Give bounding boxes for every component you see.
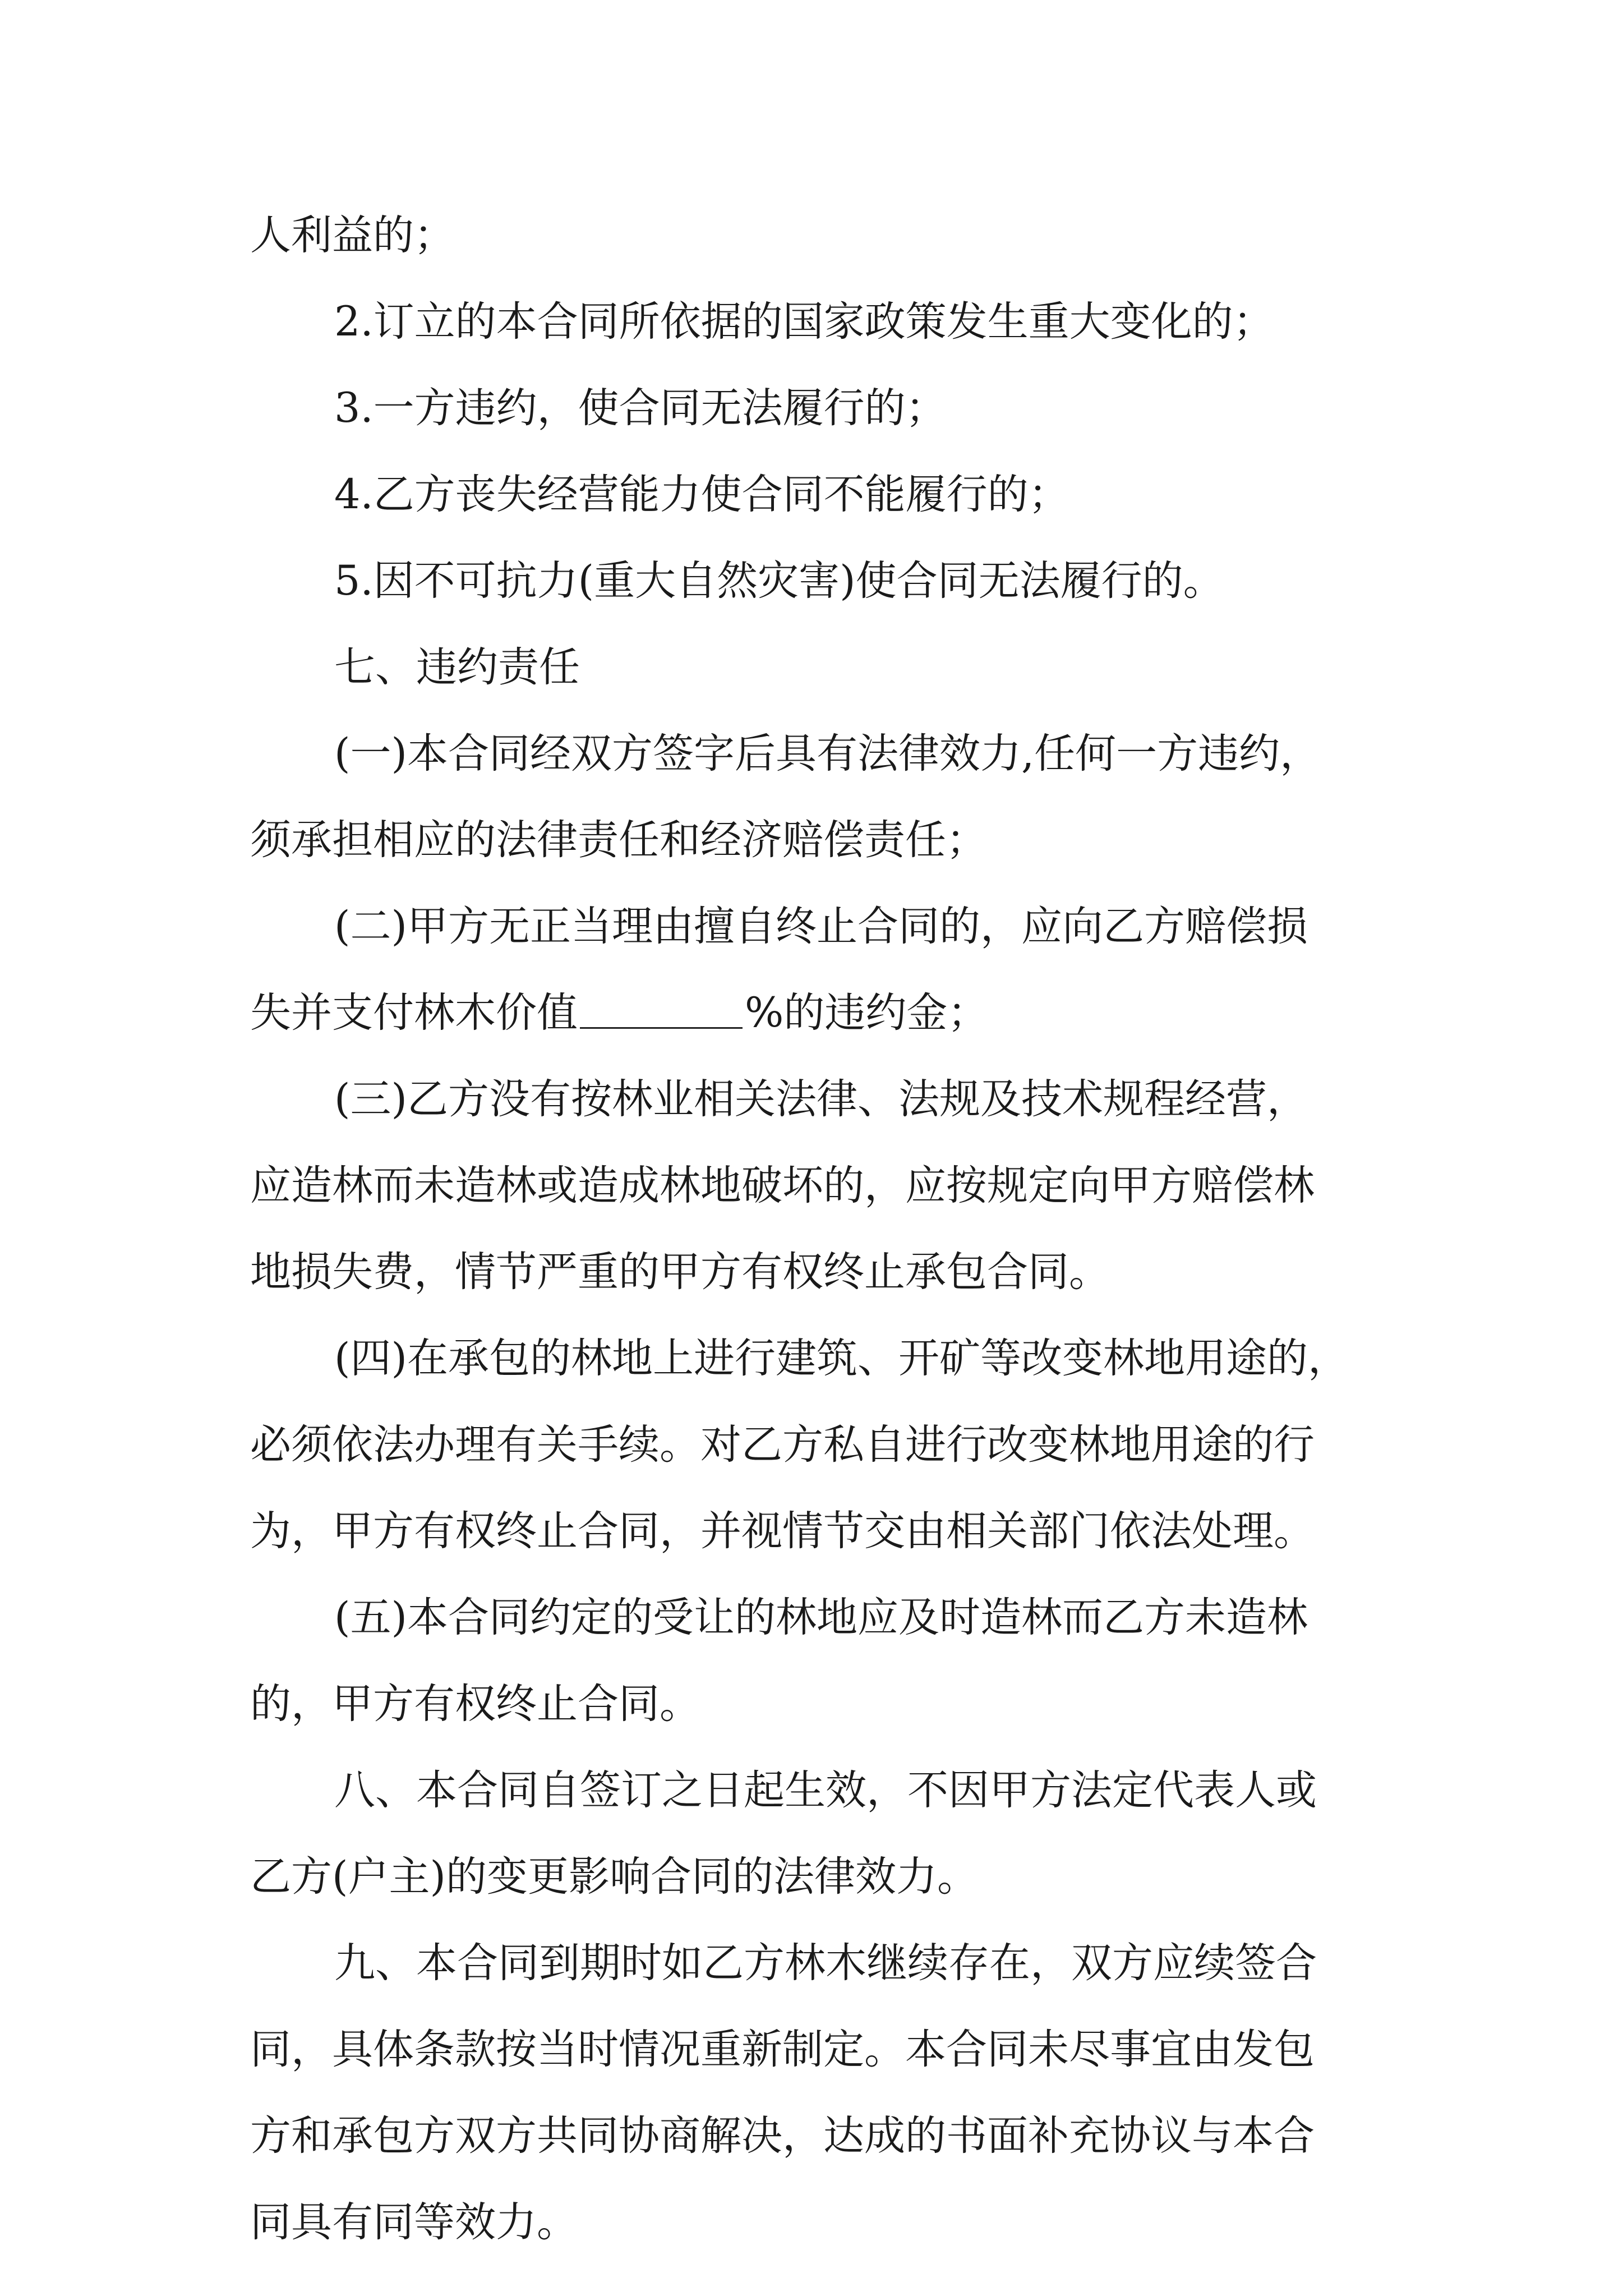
text-line: 八、本合同自签订之日起生效，不因甲方法定代表人或 bbox=[334, 1766, 1317, 1814]
text-line: (四)在承包的林地上进行建筑、开矿等改变林地用途的， bbox=[334, 1335, 1349, 1382]
section-heading: 七、违约责任 bbox=[334, 643, 580, 691]
text-line: 3.一方违约，使合同无法履行的； bbox=[334, 384, 947, 432]
text-line: 5.因不可抗力(重大自然灾害)使合同无法履行的。 bbox=[334, 557, 1224, 605]
text-line bbox=[250, 974, 1428, 1052]
text-fragment: 失并支付林木价值 bbox=[250, 989, 578, 1037]
text-line: 4.乙方丧失经营能力使合同不能履行的； bbox=[334, 471, 1069, 518]
text-line: (一)本合同经双方签字后具有法律效力,任何一方违约， bbox=[334, 730, 1321, 777]
text-line: 同具有同等效力。 bbox=[250, 2198, 578, 2246]
text-line: (三)乙方没有按林业相关法律、法规及技术规程经营， bbox=[334, 1075, 1308, 1123]
text-line: 应造林而未造林或造成林地破坏的，应按规定向甲方赔偿林 bbox=[250, 1162, 1315, 1209]
text-line: 九、本合同到期时如乙方林木继续存在，双方应续签合 bbox=[334, 1939, 1317, 1987]
text-line: 乙方(户主)的变更影响合同的法律效力。 bbox=[250, 1853, 978, 1901]
text-line: 为，甲方有权终止合同，并视情节交由相关部门依法处理。 bbox=[250, 1507, 1315, 1555]
text-line: (五)本合同约定的受让的林地应及时造林而乙方未造林 bbox=[334, 1594, 1308, 1641]
text-line: 同，具体条款按当时情况重新制定。本合同未尽事宜由发包 bbox=[250, 2026, 1315, 2073]
text-line: (二)甲方无正当理由擅自终止合同的，应向乙方赔偿损 bbox=[334, 903, 1308, 950]
text-line: 2.订立的本合同所依据的国家政策发生重大变化的； bbox=[334, 298, 1274, 346]
text-line: 方和承包方双方共同协商解决，达成的书面补充协议与本合 bbox=[250, 2112, 1315, 2160]
text-line: 的，甲方有权终止合同。 bbox=[250, 1680, 700, 1728]
text-line: 地损失费，情节严重的甲方有权终止承包合同。 bbox=[250, 1248, 1110, 1296]
fill-in-blank bbox=[580, 991, 743, 1029]
text-line: 人利益的； bbox=[250, 211, 455, 259]
text-line: 须承担相应的法律责任和经济赔偿责任； bbox=[250, 816, 987, 864]
text-line: 必须依法办理有关手续。对乙方私自进行改变林地用途的行 bbox=[250, 1421, 1315, 1469]
text-fragment: %的违约金； bbox=[745, 989, 989, 1037]
